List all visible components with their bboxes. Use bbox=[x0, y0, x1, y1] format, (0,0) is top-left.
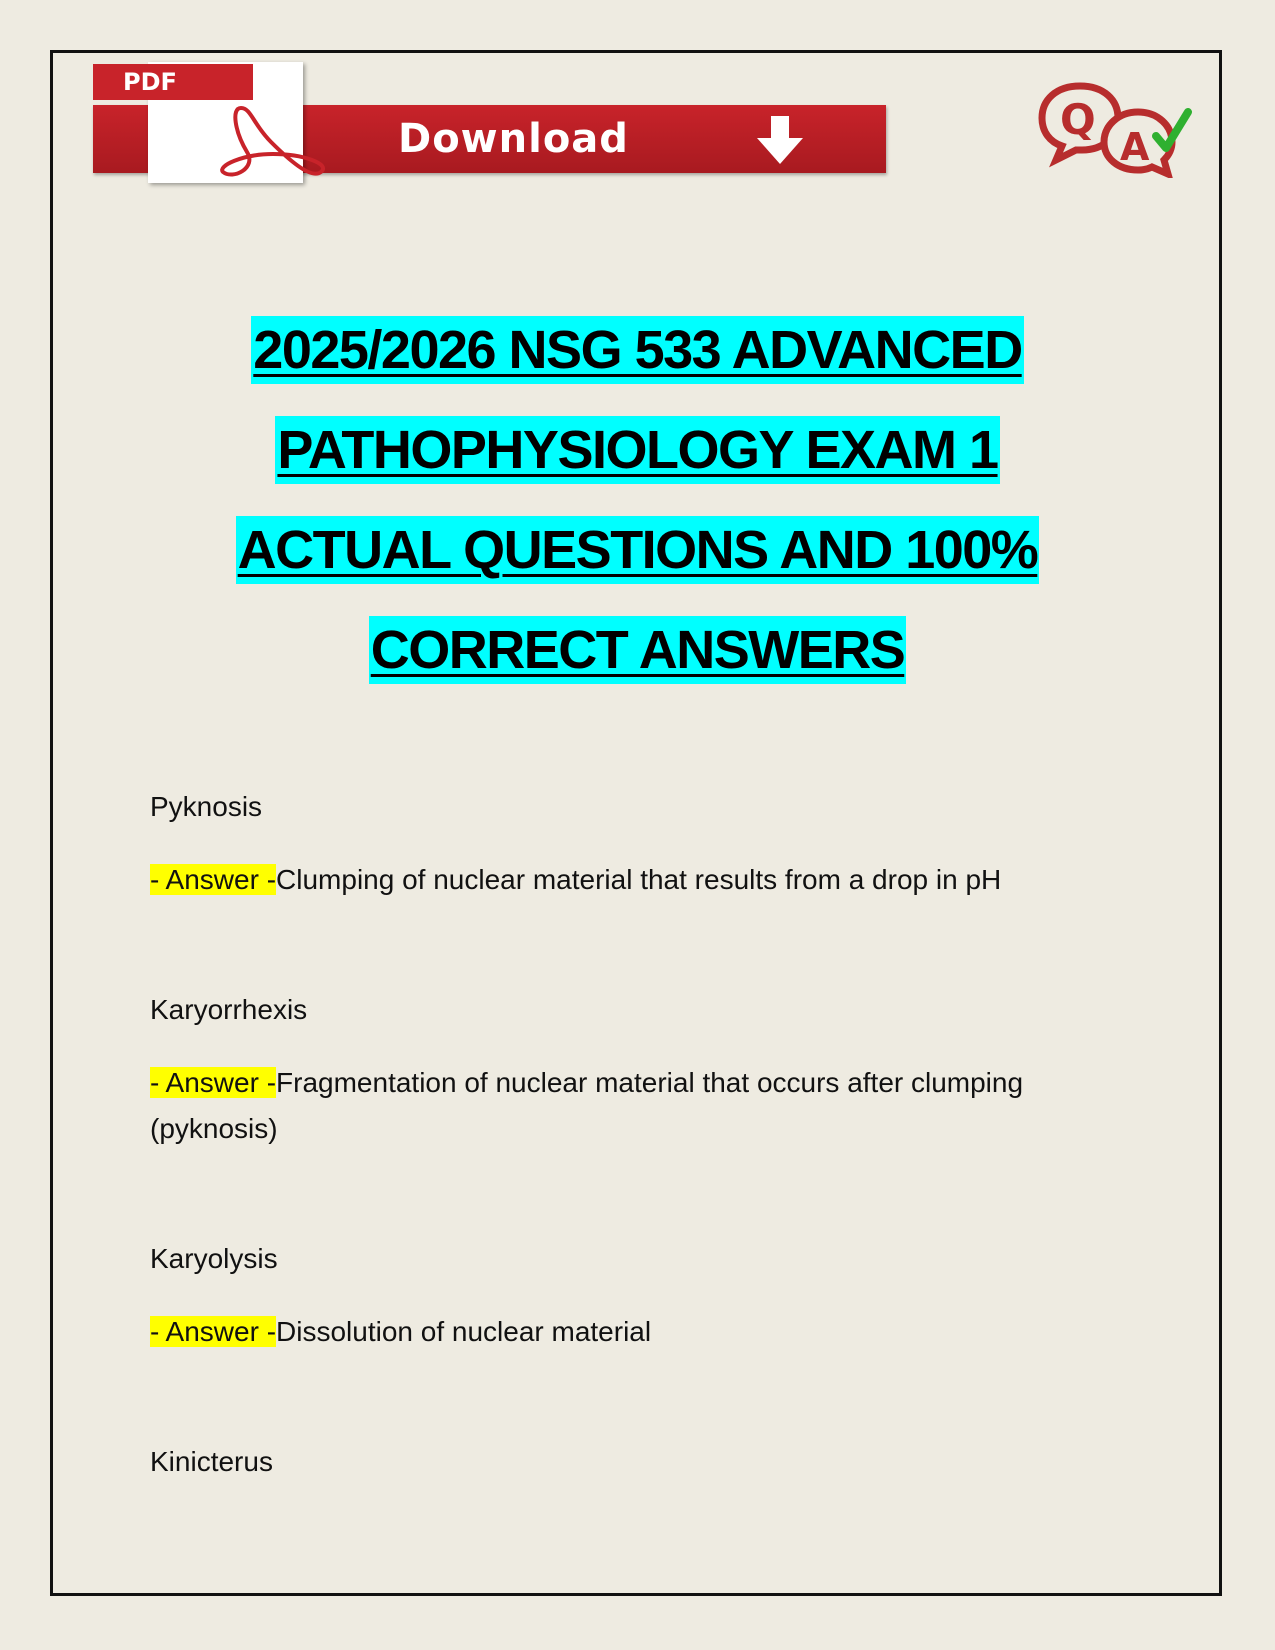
qa-item-karyorrhexis bbox=[150, 993, 1130, 1152]
download-arrow-icon bbox=[753, 114, 807, 166]
answer-body: Fragmentation of nuclear material that occurs after clumping (pyknosis) bbox=[150, 1067, 1024, 1144]
pdf-tab-label: PDF bbox=[93, 64, 253, 100]
answer-body: Clumping of nuclear material that results from a drop in pH bbox=[276, 864, 1002, 895]
qa-item-kinicterus bbox=[150, 1445, 1130, 1479]
question-term: Karyolysis bbox=[150, 1243, 278, 1274]
title-line: ACTUAL QUESTIONS AND 100% bbox=[60, 500, 1215, 600]
question-term: Kinicterus bbox=[150, 1446, 273, 1477]
question-term: Karyorrhexis bbox=[150, 994, 308, 1025]
qa-item-pyknosis bbox=[150, 790, 1130, 903]
title-line: PATHOPHYSIOLOGY EXAM 1 bbox=[60, 400, 1215, 500]
qa-logo-icon bbox=[1038, 78, 1208, 178]
pdf-download-banner[interactable] bbox=[93, 60, 886, 185]
qa-logo-q: Q bbox=[1060, 95, 1096, 144]
answer-text bbox=[150, 857, 1130, 903]
answer-text bbox=[150, 1060, 1130, 1152]
download-label: Download bbox=[398, 116, 629, 162]
acrobat-icon bbox=[213, 102, 343, 182]
answer-prefix: - Answer - bbox=[150, 864, 277, 895]
qa-logo-a: A bbox=[1120, 125, 1150, 169]
answer-text bbox=[150, 1309, 1130, 1355]
answer-prefix: - Answer - bbox=[150, 1067, 277, 1098]
title-line: 2025/2026 NSG 533 ADVANCED bbox=[60, 300, 1215, 400]
answer-prefix: - Answer - bbox=[150, 1316, 277, 1347]
qa-item-karyolysis bbox=[150, 1242, 1130, 1355]
question-term: Pyknosis bbox=[150, 791, 263, 822]
document-title bbox=[60, 300, 1215, 700]
answer-body: Dissolution of nuclear material bbox=[276, 1316, 652, 1347]
title-line: CORRECT ANSWERS bbox=[60, 600, 1215, 700]
